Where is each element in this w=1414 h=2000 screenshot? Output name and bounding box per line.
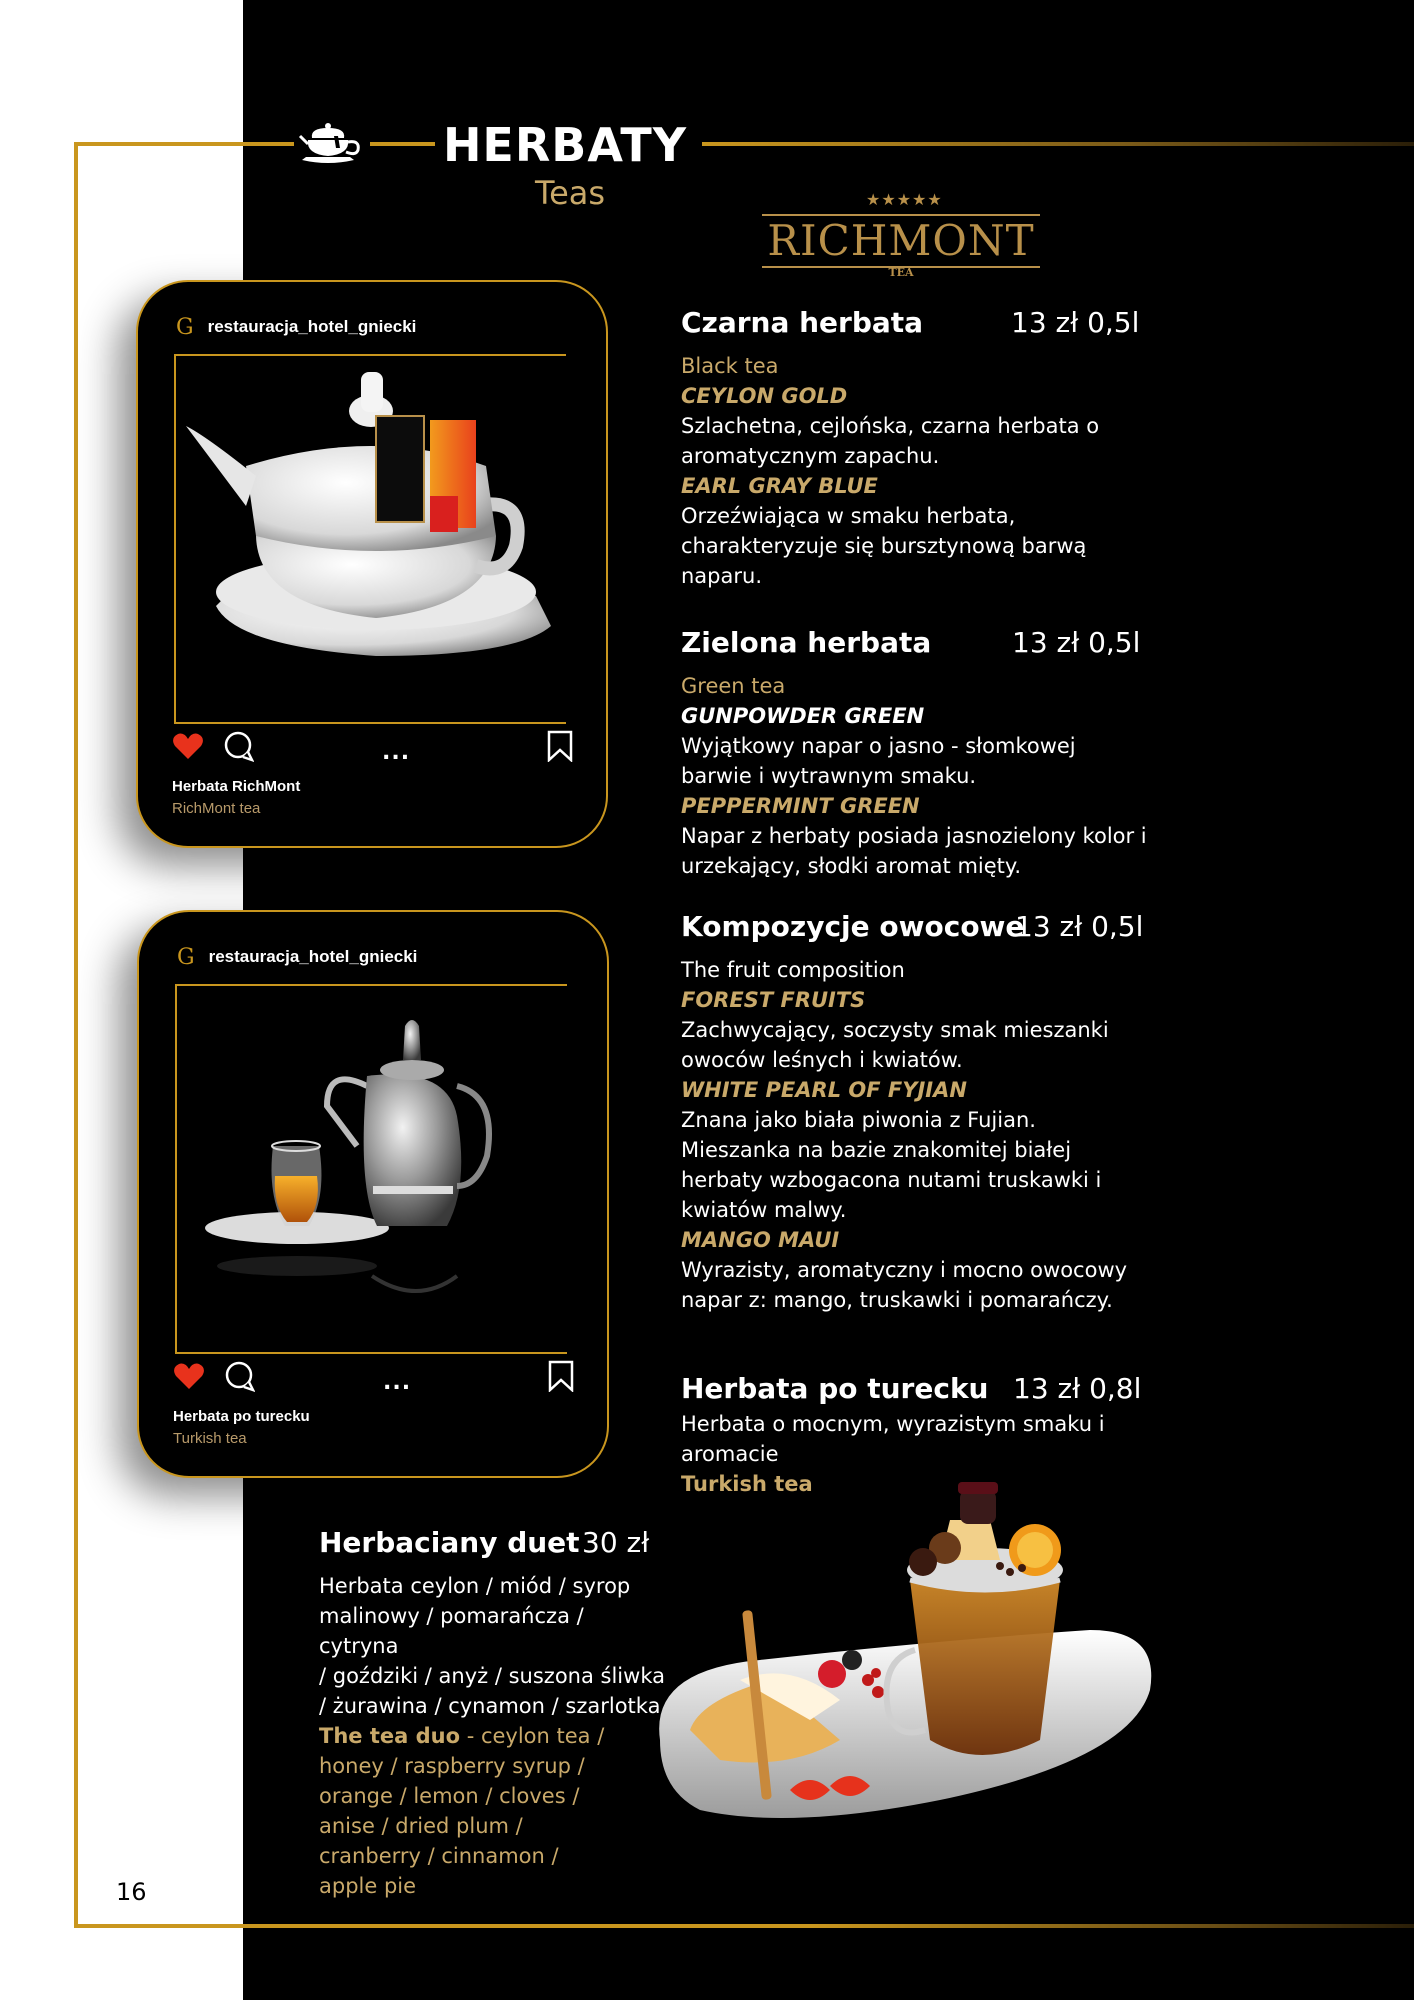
tea-description-line: Wyrazisty, aromatyczny i mocno owocowy [681, 1258, 1128, 1282]
duet-english-title: The tea duo [319, 1724, 461, 1748]
tea-variety-name: FOREST FRUITS [681, 988, 866, 1012]
post-caption-title: Herbata RichMont [172, 778, 301, 795]
tea-variety-name: CEYLON GOLD [681, 384, 848, 408]
menu-section-tea-duet [319, 1526, 669, 1901]
section-price: 30 zł [582, 1526, 650, 1559]
duet-description-line: malinowy / pomarańcza / cytryna [319, 1604, 584, 1658]
richmont-logo [756, 190, 1046, 286]
section-title: Czarna herbata [681, 306, 924, 339]
tea-description-line: naparu. [681, 564, 762, 588]
page-subtitle: Teas [534, 174, 606, 212]
comment-icon[interactable] [223, 1360, 255, 1392]
duet-english-text: - ceylon tea / [460, 1724, 605, 1748]
tea-description-line: Mieszanka na bazie znakomitej białej [681, 1138, 1072, 1162]
post-caption-title: Herbata po turecku [173, 1408, 310, 1425]
duet-description-line: / goździki / anyż / suszona śliwka [319, 1664, 665, 1688]
section-title: Herbaciany duet [319, 1526, 580, 1559]
tea-variety-name: PEPPERMINT GREEN [681, 794, 920, 818]
post-handle[interactable]: restauracja_hotel_gniecki [207, 317, 417, 336]
tea-variety-name: MANGO MAUI [681, 1228, 840, 1252]
social-post-card [137, 910, 609, 1478]
tea-description-line: Zachwycający, soczysty smak mieszanki [681, 1018, 1109, 1042]
more-options-icon[interactable]: ... [382, 740, 411, 765]
gold-frame-top-line [74, 142, 294, 146]
section-price: 13 zł 0,8l [1013, 1372, 1142, 1405]
duet-english-text: cranberry / cinnamon / [319, 1844, 559, 1868]
tea-description-line: urzekający, słodki aromat mięty. [681, 854, 1022, 878]
duet-english-text: orange / lemon / cloves / [319, 1784, 580, 1808]
tea-description-line: napar z: mango, truskawki i pomarańczy. [681, 1288, 1113, 1312]
section-title: Herbata po turecku [681, 1372, 989, 1405]
white-teapot-image [176, 356, 566, 722]
tea-description-line: aromatycznym zapachu. [681, 444, 940, 468]
tea-variety-name: WHITE PEARL OF FYJIAN [681, 1078, 967, 1102]
hotel-logo-icon: G [176, 314, 194, 340]
logo-sub: TEA [888, 266, 914, 279]
section-english-name: Turkish tea [681, 1472, 813, 1496]
post-caption-subtitle: RichMont tea [172, 800, 261, 817]
tea-duet-dessert-photo [640, 1470, 1180, 1900]
section-price: 13 zł 0,5l [1012, 626, 1141, 659]
menu-section-black-tea [681, 306, 1141, 591]
section-title: Zielona herbata [681, 626, 932, 659]
gold-frame-bottom [74, 1924, 1414, 1928]
tea-description-line: Wyjątkowy napar o jasno - słomkowej [681, 734, 1076, 758]
hotel-logo-icon: G [177, 944, 195, 970]
logo-text: RICHMONT [767, 216, 1035, 265]
duet-description-line: Herbata ceylon / miód / syrop [319, 1574, 631, 1598]
page-number: 16 [116, 1878, 147, 1906]
teapot-photo [174, 354, 566, 724]
tea-description-line: Szlachetna, cejlońska, czarna herbata o [681, 414, 1100, 438]
tea-description-line: Znana jako biała piwonia z Fujian. [681, 1108, 1036, 1132]
social-post-card [136, 280, 608, 848]
section-english-name: Green tea [681, 674, 786, 698]
section-english-name: Black tea [681, 354, 779, 378]
tea-description-line: Herbata o mocnym, wyrazistym smaku i [681, 1412, 1105, 1436]
section-title: Kompozycje owocowe [681, 910, 1025, 943]
section-english-name: The fruit composition [681, 958, 905, 982]
teapot-icon [298, 122, 364, 166]
section-price: 13 zł 0,5l [1011, 306, 1140, 339]
page-title: HERBATY [442, 118, 688, 172]
section-price: 13 zł 0,5l [1015, 910, 1144, 943]
tea-description-line: owoców leśnych i kwiatów. [681, 1048, 963, 1072]
duet-english-text: anise / dried plum / [319, 1814, 523, 1838]
tea-description-line: Napar z herbaty posiada jasnozielony kolor i [681, 824, 1147, 848]
tea-description-line: kwiatów malwy. [681, 1198, 847, 1222]
bookmark-icon[interactable] [547, 730, 573, 762]
duet-description-line: / żurawina / cynamon / szarlotka [319, 1694, 661, 1718]
logo-stars: ★★★★★ [866, 190, 943, 209]
more-options-icon[interactable]: ... [383, 1370, 412, 1395]
tea-variety-name: GUNPOWDER GREEN [681, 704, 925, 728]
tea-description-line: charakteryzuje się bursztynową barwą [681, 534, 1087, 558]
post-actions [172, 730, 572, 770]
tea-variety-name: EARL GRAY BLUE [681, 474, 878, 498]
post-caption-subtitle: Turkish tea [173, 1430, 247, 1447]
post-header [177, 942, 417, 972]
gold-frame-left [74, 142, 78, 1928]
gold-frame-top-line [702, 142, 1414, 146]
heart-icon[interactable] [172, 730, 204, 762]
post-header [176, 312, 416, 342]
bookmark-icon[interactable] [548, 1360, 574, 1392]
menu-section-green-tea [681, 626, 1151, 881]
tea-description-line: aromacie [681, 1442, 779, 1466]
tea-description-line: barwie i wytrawnym smaku. [681, 764, 977, 788]
turkish-tea-image [177, 986, 567, 1352]
duet-english-text: apple pie [319, 1874, 417, 1898]
turkish-tea-photo [175, 984, 567, 1354]
post-handle[interactable]: restauracja_hotel_gniecki [208, 947, 418, 966]
tea-description-line: herbaty wzbogacona nutami truskawki i [681, 1168, 1102, 1192]
menu-section-fruit-compositions [681, 910, 1151, 1315]
tea-description-line: Orzeźwiająca w smaku herbata, [681, 504, 1016, 528]
duet-english-line [319, 1721, 669, 1751]
post-actions [173, 1360, 573, 1400]
heart-icon[interactable] [173, 1360, 205, 1392]
duet-english-text: honey / raspberry syrup / [319, 1754, 585, 1778]
comment-icon[interactable] [222, 730, 254, 762]
